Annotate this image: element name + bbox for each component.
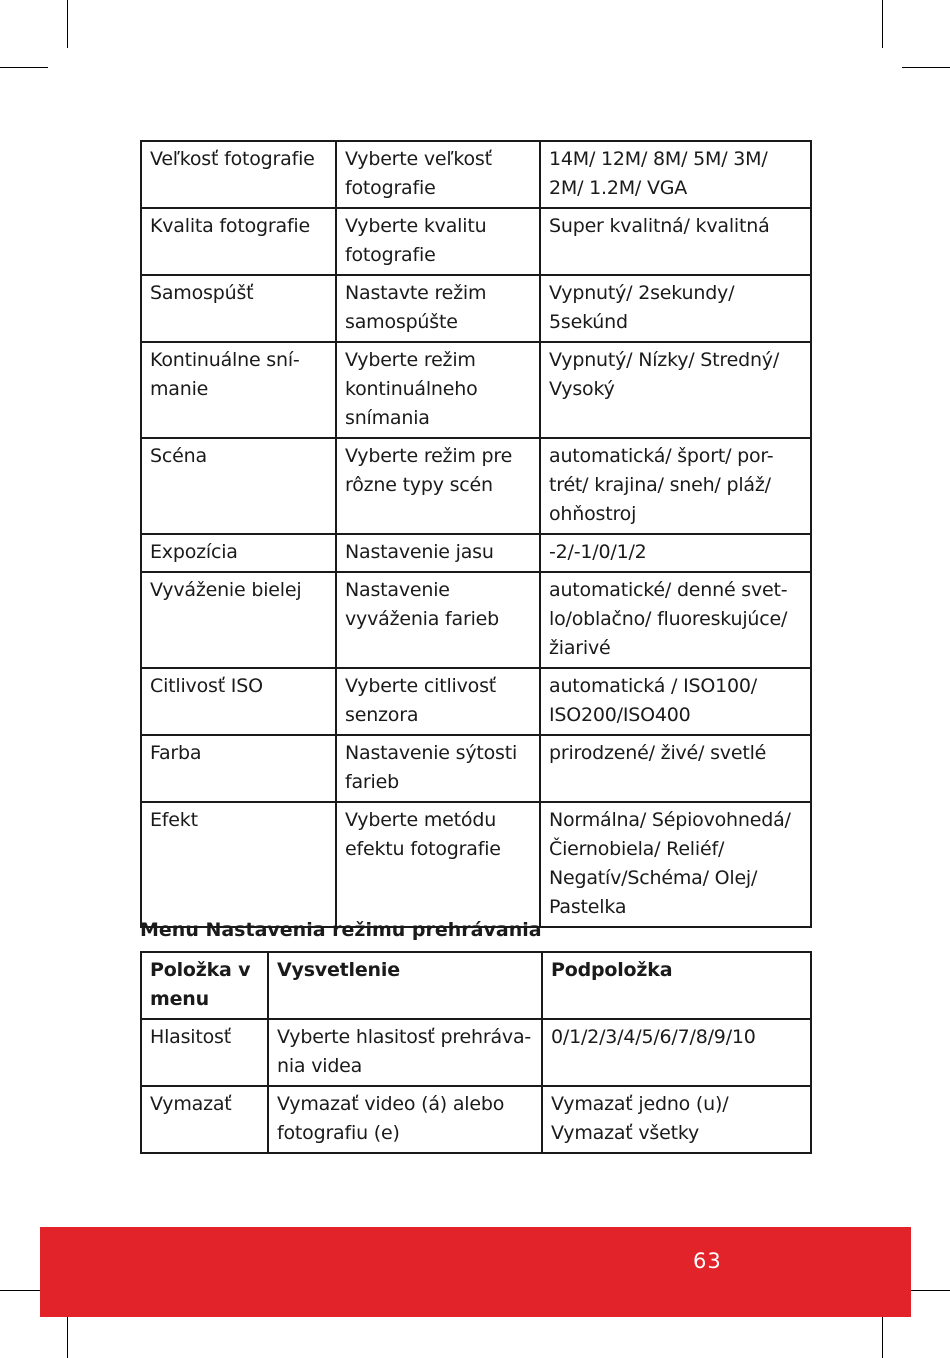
table-cell-description: Vymazať video (á) alebo fotografiu (e): [268, 1086, 542, 1153]
footer-band: [40, 1227, 911, 1317]
column-header: Vysvetlenie: [268, 952, 542, 1019]
crop-mark: [882, 1310, 883, 1358]
table-cell-item: Vymazať: [141, 1086, 268, 1153]
table-cell-description: Vyberte režim kontinuálneho snímania: [336, 342, 540, 438]
column-header: Podpoložka: [542, 952, 811, 1019]
crop-mark: [67, 0, 68, 48]
table-cell-item: Kvalita fotografie: [141, 208, 336, 275]
table-cell-options: Vypnutý/ Nízky/ Stredný/ Vysoký: [540, 342, 811, 438]
table-cell-options: 14M/ 12M/ 8M/ 5M/ 3M/ 2M/ 1.2M/ VGA: [540, 141, 811, 208]
table-row: [141, 668, 811, 735]
table-row: [141, 438, 811, 534]
table-row: [141, 572, 811, 668]
table-cell-options: automatická/ šport/ por-trét/ krajina/ sneh/ pláž/ ohňostroj: [540, 438, 811, 534]
table-cell-description: Vyberte veľkosť fotografie: [336, 141, 540, 208]
table-cell-description: Vyberte režim pre rôzne typy scén: [336, 438, 540, 534]
table-cell-item: Kontinuálne sní-manie: [141, 342, 336, 438]
crop-mark: [0, 67, 48, 68]
table-cell-item: Efekt: [141, 802, 336, 927]
table-row: [141, 342, 811, 438]
page-number: 63: [693, 1249, 722, 1273]
table-cell-description: Vyberte metódu efektu fotografie: [336, 802, 540, 927]
table-row: [141, 208, 811, 275]
table-cell-options: 0/1/2/3/4/5/6/7/8/9/10: [542, 1019, 811, 1086]
table-cell-options: Normálna/ Sépiovohnedá/ Čiernobiela/ Reliéf/ Negatív/Schéma/ Olej/ Pastelka: [540, 802, 811, 927]
table-cell-options: prirodzené/ živé/ svetlé: [540, 735, 811, 802]
table-cell-description: Nastavenie vyváženia farieb: [336, 572, 540, 668]
table-cell-item: Veľkosť fotografie: [141, 141, 336, 208]
table-row: [141, 275, 811, 342]
table-cell-description: Nastavenie sýtosti farieb: [336, 735, 540, 802]
table-row: [141, 735, 811, 802]
crop-mark: [882, 0, 883, 48]
table-cell-item: Vyváženie bielej: [141, 572, 336, 668]
settings-table: [140, 140, 812, 928]
table-header-row: [141, 952, 811, 1019]
column-header: Položka v menu: [141, 952, 268, 1019]
table-cell-description: Nastavte režim samospúšte: [336, 275, 540, 342]
table-row: [141, 1086, 811, 1153]
section-title: Menu Nastavenia režimu prehrávania: [140, 919, 542, 941]
table-cell-item: Scéna: [141, 438, 336, 534]
table-cell-item: Farba: [141, 735, 336, 802]
table-cell-options: automatická / ISO100/ ISO200/ISO400: [540, 668, 811, 735]
crop-mark: [67, 1310, 68, 1358]
table-cell-description: Vyberte hlasitosť prehráva-nia videa: [268, 1019, 542, 1086]
table-row: [141, 141, 811, 208]
table-cell-description: Nastavenie jasu: [336, 534, 540, 572]
table-row: [141, 802, 811, 927]
table-cell-options: automatické/ denné svet-lo/oblačno/ fluoreskujúce/ žiarivé: [540, 572, 811, 668]
table-cell-options: Vymazať jedno (u)/ Vymazať všetky: [542, 1086, 811, 1153]
table-cell-item: Citlivosť ISO: [141, 668, 336, 735]
crop-mark: [902, 67, 950, 68]
table-row: [141, 1019, 811, 1086]
table-cell-item: Hlasitosť: [141, 1019, 268, 1086]
table-cell-item: Expozícia: [141, 534, 336, 572]
table-cell-item: Samospúšť: [141, 275, 336, 342]
table-cell-description: Vyberte kvalitu fotografie: [336, 208, 540, 275]
table-cell-options: -2/-1/0/1/2: [540, 534, 811, 572]
table-cell-options: Super kvalitná/ kvalitná: [540, 208, 811, 275]
table-cell-description: Vyberte citlivosť senzora: [336, 668, 540, 735]
table-row: [141, 534, 811, 572]
playback-table: [140, 951, 812, 1154]
table-cell-options: Vypnutý/ 2sekundy/ 5sekúnd: [540, 275, 811, 342]
